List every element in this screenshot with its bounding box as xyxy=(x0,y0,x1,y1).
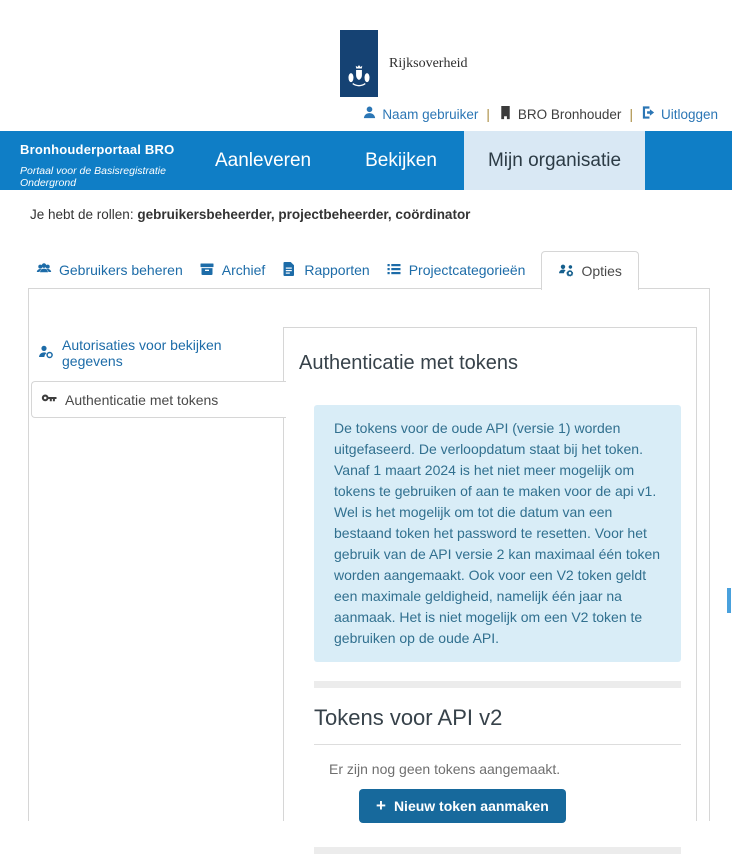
tab-label: Projectcategorieën xyxy=(408,262,526,278)
logout-label: Uitloggen xyxy=(660,106,718,122)
new-token-button[interactable] xyxy=(359,789,566,823)
sidebar-item-authenticatie[interactable] xyxy=(31,381,286,418)
main-navbar xyxy=(0,131,732,190)
roles-list: gebruikersbeheerder, projectbeheerder, coördinator xyxy=(137,207,471,222)
horizontal-rule xyxy=(314,744,681,745)
tab-label: Rapporten xyxy=(304,262,370,278)
section-divider-bar xyxy=(314,681,681,688)
separator: | xyxy=(629,106,633,122)
opties-sidebar xyxy=(29,329,285,418)
user-bar xyxy=(362,103,718,125)
rijksoverheid-logo xyxy=(340,30,468,97)
sidebar-item-autorisaties[interactable] xyxy=(29,329,285,377)
users-gear-icon xyxy=(558,262,574,281)
empty-tokens-message: Er zijn nog geen tokens aangemaakt. xyxy=(329,761,561,777)
tab-opties[interactable] xyxy=(541,251,638,290)
tab-projectcategorieen[interactable] xyxy=(386,261,526,280)
plus-icon: + xyxy=(376,796,386,815)
scrollbar-thumb[interactable] xyxy=(727,588,731,613)
logout-link[interactable] xyxy=(641,105,718,123)
current-organisation xyxy=(498,105,622,123)
current-organisation-label: BRO Bronhouder xyxy=(517,106,622,122)
token-info-box: De tokens voor de oude API (versie 1) worden uitgefaseerd. De verloopdatum staat bij het token. Vanaf 1 maart 2024 is het niet meer mogelijk om tokens te gebruiken of aan te maken voor de api v1. Wel is het mogelijk om tot die datum van een bestaand token het password te resetten. Voor het gebruik van de API versie 2 kan maximaal één token worden aangemaakt. Ook voor een V2 token geldt een maximale geldigheid, namelijk één jaar na aanmaak. Het is niet mogelijk om een V2 token te gebruiken op de oude API. xyxy=(314,405,681,662)
sidebar-item-label: Authenticatie met tokens xyxy=(65,391,219,408)
tab-label: Opties xyxy=(581,263,622,279)
tab-gebruikers-beheren[interactable] xyxy=(36,261,183,280)
user-icon xyxy=(362,105,377,123)
logout-icon xyxy=(641,105,656,123)
navbar-menu xyxy=(188,131,645,190)
nav-item-mijn-organisatie[interactable]: Mijn organisatie xyxy=(464,131,645,190)
tab-rapporten[interactable] xyxy=(281,261,369,280)
new-token-button-label: Nieuw token aanmaken xyxy=(393,798,549,814)
roles-line xyxy=(30,207,470,222)
archive-icon xyxy=(199,261,215,280)
logo-wordmark: Rijksoverheid xyxy=(389,56,468,71)
nav-item-aanleveren[interactable]: Aanleveren xyxy=(215,149,312,171)
current-user-link[interactable] xyxy=(362,105,478,123)
list-icon xyxy=(386,261,402,280)
sidebar-item-label: Autorisaties voor bekijken gegevens xyxy=(62,337,222,369)
navbar-subtitle: Portaal voor de Basisregistratie Ondergrond xyxy=(20,165,166,189)
separator: | xyxy=(486,106,490,122)
tab-label: Gebruikers beheren xyxy=(59,262,183,278)
report-icon xyxy=(281,261,297,280)
nav-item-bekijken[interactable]: Bekijken xyxy=(365,149,437,171)
authenticatie-content xyxy=(283,327,697,821)
page-title: Authenticatie met tokens xyxy=(299,352,519,374)
roles-prefix: Je hebt de rollen: xyxy=(30,207,138,222)
users-icon xyxy=(36,261,52,280)
user-authorization-icon xyxy=(38,344,54,363)
building-icon xyxy=(498,105,513,123)
rijksoverheid-crest-icon xyxy=(340,30,378,97)
organisation-tabs xyxy=(36,251,639,289)
key-icon xyxy=(41,390,57,409)
navbar-brand xyxy=(0,131,188,190)
tab-label: Archief xyxy=(221,262,266,278)
current-user-label: Naam gebruiker xyxy=(382,106,479,122)
tab-archief[interactable] xyxy=(199,261,266,280)
navbar-title: Bronhouderportaal BRO xyxy=(20,142,175,157)
section-divider-bar xyxy=(314,847,681,854)
tokens-section-title: Tokens voor API v2 xyxy=(314,705,503,730)
opties-panel xyxy=(28,288,710,821)
